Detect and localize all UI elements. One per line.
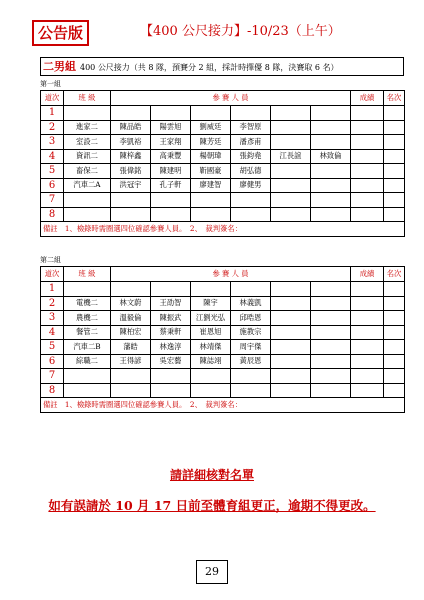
class-cell: 畜保二 (64, 164, 111, 179)
athlete-cell (271, 311, 311, 326)
col-result: 成績 (351, 267, 384, 282)
athlete-cell: 林靖傑 (191, 340, 231, 355)
athlete-cell: 蔡秉軒 (151, 325, 191, 340)
lane-cell: 4 (41, 149, 64, 164)
athlete-cell (111, 282, 151, 297)
class-cell (64, 369, 111, 384)
result-cell (351, 296, 384, 311)
athlete-cell (231, 282, 271, 297)
athlete-cell (191, 383, 231, 398)
athlete-cell: 崔恩旭 (191, 325, 231, 340)
class-cell: 綜職二 (64, 354, 111, 369)
col-class: 班 級 (64, 267, 111, 282)
table-row (41, 193, 405, 208)
athlete-cell (311, 178, 351, 193)
athlete-cell: 藩皓 (111, 340, 151, 355)
lane-cell: 1 (41, 282, 64, 297)
rank-cell (384, 120, 405, 135)
athlete-cell (271, 135, 311, 150)
table-row (41, 354, 405, 369)
athlete-cell: 張偉銘 (111, 164, 151, 179)
table-row (41, 164, 405, 179)
result-cell (351, 193, 384, 208)
athlete-cell: 胡弘德 (231, 164, 271, 179)
rank-cell (384, 296, 405, 311)
athlete-cell: 陳柏宏 (111, 325, 151, 340)
table-row (41, 106, 405, 121)
athlete-cell: 吳宏藝 (151, 354, 191, 369)
athlete-cell: 廖健男 (231, 178, 271, 193)
table-row (41, 325, 405, 340)
result-cell (351, 164, 384, 179)
result-cell (351, 282, 384, 297)
table-row (41, 178, 405, 193)
table-row (41, 296, 405, 311)
athlete-cell (311, 106, 351, 121)
class-cell: 進家二 (64, 120, 111, 135)
lane-cell: 6 (41, 178, 64, 193)
class-cell: 餐管二 (64, 325, 111, 340)
result-cell (351, 325, 384, 340)
athlete-cell: 施教宗 (231, 325, 271, 340)
table-row (41, 383, 405, 398)
result-cell (351, 149, 384, 164)
heat-note: 備註 1、檢錄時需圈選四位確認參賽人員。 2、 裁判簽名： (41, 222, 405, 237)
athlete-cell (311, 340, 351, 355)
athlete-cell (271, 282, 311, 297)
athlete-cell: 陳振武 (151, 311, 191, 326)
athlete-cell (191, 369, 231, 384)
class-cell: 室設二 (64, 135, 111, 150)
rank-cell (384, 340, 405, 355)
table-row (41, 120, 405, 135)
athlete-cell: 林義凱 (231, 296, 271, 311)
athlete-cell (111, 106, 151, 121)
result-cell (351, 106, 384, 121)
athlete-cell (311, 207, 351, 222)
athlete-cell (271, 164, 311, 179)
athlete-cell: 陳梓鑫 (111, 149, 151, 164)
event-title: 【400 公尺接力】-10/23（上午） (140, 24, 341, 39)
athlete-cell: 黃辰恩 (231, 354, 271, 369)
athlete-cell (311, 383, 351, 398)
heat-body (41, 106, 405, 222)
rank-cell (384, 325, 405, 340)
table-row (41, 282, 405, 297)
athlete-cell: 李凱裕 (111, 135, 151, 150)
athlete-cell: 江長誼 (271, 149, 311, 164)
result-cell (351, 178, 384, 193)
athlete-cell: 王家翔 (151, 135, 191, 150)
lane-cell: 6 (41, 354, 64, 369)
col-rank: 名次 (384, 91, 405, 106)
athlete-cell (311, 369, 351, 384)
athlete-cell: 高秉豐 (151, 149, 191, 164)
lane-cell: 7 (41, 369, 64, 384)
athlete-cell: 江劉光弘 (191, 311, 231, 326)
athlete-cell (151, 193, 191, 208)
athlete-cell: 陳品皓 (111, 120, 151, 135)
athlete-cell (311, 311, 351, 326)
athlete-cell (151, 106, 191, 121)
check-notice: 請詳細核對名單 (169, 468, 254, 482)
athlete-cell (311, 135, 351, 150)
table-row (41, 340, 405, 355)
athlete-cell (151, 282, 191, 297)
athlete-cell (311, 164, 351, 179)
heat-table-2 (40, 266, 405, 413)
athlete-cell: 楊朝瑋 (191, 149, 231, 164)
class-cell (64, 282, 111, 297)
col-result: 成績 (351, 91, 384, 106)
result-cell (351, 354, 384, 369)
rank-cell (384, 282, 405, 297)
athlete-cell (311, 296, 351, 311)
table-row (41, 149, 405, 164)
athlete-cell (231, 193, 271, 208)
athlete-cell (271, 296, 311, 311)
lane-cell: 5 (41, 164, 64, 179)
announcement-badge: 公告版 (32, 20, 89, 46)
lane-cell: 3 (41, 135, 64, 150)
lane-cell: 1 (41, 106, 64, 121)
athlete-cell: 溫毅倫 (111, 311, 151, 326)
athlete-cell (271, 340, 311, 355)
athlete-cell: 靳國豪 (191, 164, 231, 179)
athlete-cell (271, 178, 311, 193)
athlete-cell (231, 369, 271, 384)
result-cell (351, 369, 384, 384)
athlete-cell: 林致倫 (311, 149, 351, 164)
rank-cell (384, 149, 405, 164)
lane-cell: 2 (41, 120, 64, 135)
athlete-cell (311, 354, 351, 369)
class-cell (64, 193, 111, 208)
result-cell (351, 207, 384, 222)
heat-table-1 (40, 90, 405, 237)
athlete-cell (311, 325, 351, 340)
table-row (41, 135, 405, 150)
class-cell: 汽車二B (64, 340, 111, 355)
result-cell (351, 340, 384, 355)
rank-cell (384, 207, 405, 222)
col-lane: 道次 (41, 91, 64, 106)
result-cell (351, 383, 384, 398)
lane-cell: 2 (41, 296, 64, 311)
athlete-cell (111, 207, 151, 222)
result-cell (351, 311, 384, 326)
col-class: 班 級 (64, 91, 111, 106)
class-cell: 電機二 (64, 296, 111, 311)
athlete-cell (271, 325, 311, 340)
athlete-cell: 王得諺 (111, 354, 151, 369)
athlete-cell: 邱晧恩 (231, 311, 271, 326)
athlete-cell (191, 193, 231, 208)
athlete-cell (271, 120, 311, 135)
rank-cell (384, 178, 405, 193)
heat-body (41, 282, 405, 398)
lane-cell: 8 (41, 383, 64, 398)
rank-cell (384, 164, 405, 179)
lane-cell: 5 (41, 340, 64, 355)
athlete-cell (111, 369, 151, 384)
rank-cell (384, 383, 405, 398)
col-athletes: 參 賽 人 員 (111, 267, 351, 282)
table-row (41, 369, 405, 384)
group-info: 400 公尺接力（共 8 隊，預賽分 2 組，採計時擇優 8 隊，決賽取 6 名） (80, 63, 339, 72)
group-label: 二男組 (43, 60, 76, 73)
athlete-cell: 李智原 (231, 120, 271, 135)
athlete-cell (271, 106, 311, 121)
heat-note: 備註 1、檢錄時需圈選四位確認參賽人員。 2、 裁判簽名： (41, 398, 405, 413)
athlete-cell (271, 193, 311, 208)
athlete-cell: 劉威廷 (191, 120, 231, 135)
lane-cell: 8 (41, 207, 64, 222)
rank-cell (384, 369, 405, 384)
athlete-cell (271, 369, 311, 384)
heat-label: 第二組 (40, 256, 61, 264)
athlete-cell (311, 120, 351, 135)
athlete-cell (311, 282, 351, 297)
heat-label: 第一組 (40, 80, 61, 88)
class-cell (64, 207, 111, 222)
lane-cell: 4 (41, 325, 64, 340)
header (32, 20, 392, 46)
athlete-cell: 洪冠宇 (111, 178, 151, 193)
result-cell (351, 120, 384, 135)
page-number: 29 (196, 560, 228, 584)
lane-cell: 7 (41, 193, 64, 208)
lane-cell: 3 (41, 311, 64, 326)
col-athletes: 參 賽 人 員 (111, 91, 351, 106)
athlete-cell: 廖建智 (191, 178, 231, 193)
athlete-cell (191, 106, 231, 121)
athlete-cell (151, 369, 191, 384)
athlete-cell: 王劭智 (151, 296, 191, 311)
athlete-cell (271, 354, 311, 369)
group-bar (40, 57, 404, 76)
athlete-cell: 陳宇 (191, 296, 231, 311)
athlete-cell: 張鈞堯 (231, 149, 271, 164)
rank-cell (384, 106, 405, 121)
table-row (41, 311, 405, 326)
rank-cell (384, 193, 405, 208)
athlete-cell (231, 383, 271, 398)
athlete-cell (231, 207, 271, 222)
athlete-cell (111, 383, 151, 398)
result-cell (351, 135, 384, 150)
athlete-cell: 孔子軒 (151, 178, 191, 193)
rank-cell (384, 354, 405, 369)
athlete-cell (191, 207, 231, 222)
rank-cell (384, 135, 405, 150)
athlete-cell (151, 383, 191, 398)
class-cell: 汽車二A (64, 178, 111, 193)
athlete-cell: 林文蔚 (111, 296, 151, 311)
class-cell (64, 106, 111, 121)
col-rank: 名次 (384, 267, 405, 282)
athlete-cell: 周宇傑 (231, 340, 271, 355)
athlete-cell (111, 193, 151, 208)
athlete-cell (271, 207, 311, 222)
athlete-cell (191, 282, 231, 297)
athlete-cell (311, 193, 351, 208)
correction-notice: 如有誤請於 10 月 17 日前至體育組更正，逾期不得更改。 (48, 498, 376, 513)
rank-cell (384, 311, 405, 326)
athlete-cell: 陳建明 (151, 164, 191, 179)
athlete-cell: 林逸淳 (151, 340, 191, 355)
athlete-cell: 陳芳廷 (191, 135, 231, 150)
class-cell (64, 383, 111, 398)
athlete-cell (151, 207, 191, 222)
class-cell: 農機二 (64, 311, 111, 326)
table-row (41, 207, 405, 222)
athlete-cell (231, 106, 271, 121)
athlete-cell: 陽雲旭 (151, 120, 191, 135)
athlete-cell: 潘彥甫 (231, 135, 271, 150)
class-cell: 資訊二 (64, 149, 111, 164)
athlete-cell (271, 383, 311, 398)
athlete-cell: 陳誌翊 (191, 354, 231, 369)
col-lane: 道次 (41, 267, 64, 282)
